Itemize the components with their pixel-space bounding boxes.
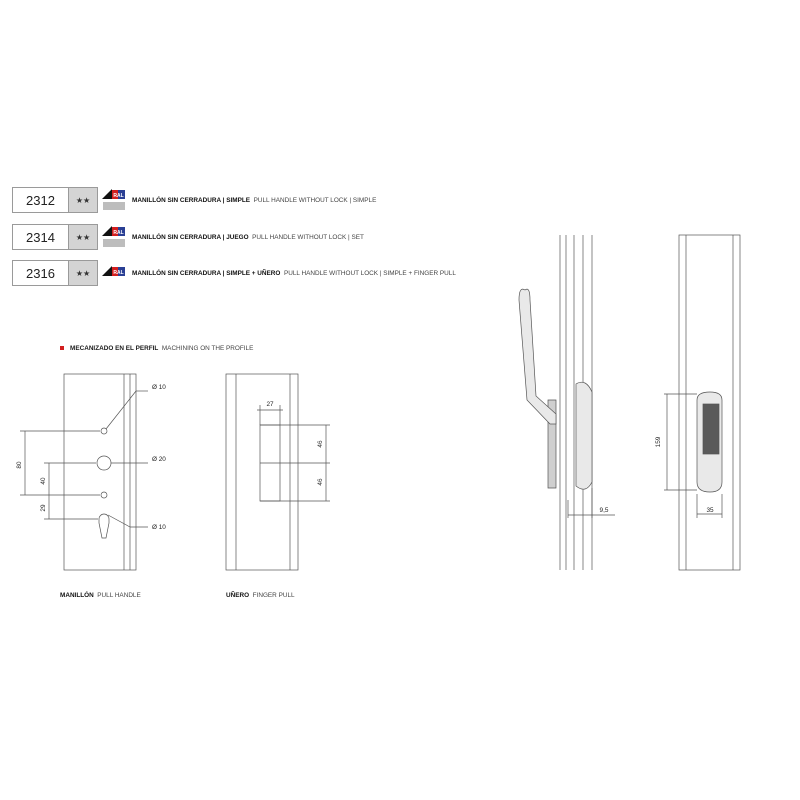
product-code: 2312 bbox=[12, 187, 68, 213]
dim-top-hole: Ø 10 bbox=[152, 384, 166, 391]
caption-pull-handle bbox=[60, 592, 141, 599]
caption-finger-pull bbox=[226, 592, 295, 599]
handle-machining-profile bbox=[20, 374, 148, 570]
dim-lower: 29 bbox=[40, 504, 47, 512]
dim-handle-offset: 9,5 bbox=[599, 507, 609, 514]
dim-middle-hole: Ø 20 bbox=[152, 456, 166, 463]
lower-hole bbox=[101, 492, 107, 498]
rating-stars: ★★ bbox=[68, 187, 98, 213]
dim-pull-height: 159 bbox=[655, 436, 662, 448]
machining-title-es: MECANIZADO EN EL PERFIL bbox=[70, 345, 159, 352]
rating-stars: ★★ bbox=[68, 224, 98, 250]
caption-pull-en: FINGER PULL bbox=[252, 592, 295, 599]
middle-hole bbox=[97, 456, 111, 470]
pull-side-view bbox=[664, 235, 740, 570]
dim-pull-side-width: 35 bbox=[706, 507, 714, 514]
dim-total: 80 bbox=[16, 461, 23, 469]
ral-label: RAL bbox=[113, 193, 124, 199]
product-name-es: MANILLÓN SIN CERRADURA | SIMPLE + UÑERO bbox=[132, 269, 281, 277]
product-name-en: PULL HANDLE WITHOUT LOCK | SIMPLE bbox=[253, 196, 377, 204]
product-name-es: MANILLÓN SIN CERRADURA | JUEGO bbox=[132, 233, 249, 241]
dim-pull-lower: 46 bbox=[317, 478, 324, 486]
caption-handle-en: PULL HANDLE bbox=[97, 592, 141, 599]
rating-stars: ★★ bbox=[68, 260, 98, 286]
dim-pull-upper: 46 bbox=[317, 440, 324, 448]
handle-side-view bbox=[519, 235, 615, 570]
machining-title-en: MACHINING ON THE PROFILE bbox=[161, 345, 254, 352]
product-code: 2314 bbox=[12, 224, 68, 250]
dim-upper: 40 bbox=[40, 477, 47, 485]
product-name-es: MANILLÓN SIN CERRADURA | SIMPLE bbox=[132, 196, 251, 204]
product-name-en: PULL HANDLE WITHOUT LOCK | SIMPLE + FINGER PULL bbox=[283, 269, 456, 277]
ral-label: RAL bbox=[113, 230, 124, 236]
pull-machining-profile bbox=[226, 374, 330, 570]
product-code: 2316 bbox=[12, 260, 68, 286]
ral-label: RAL bbox=[113, 270, 124, 276]
dim-lower-hole: Ø 10 bbox=[152, 524, 166, 531]
caption-pull-es: UÑERO bbox=[226, 592, 250, 599]
product-name-en: PULL HANDLE WITHOUT LOCK | SET bbox=[252, 233, 364, 241]
dim-pull-width: 27 bbox=[266, 401, 274, 408]
caption-handle-es: MANILLÓN bbox=[60, 592, 94, 599]
cylinder-cutout bbox=[99, 514, 109, 538]
